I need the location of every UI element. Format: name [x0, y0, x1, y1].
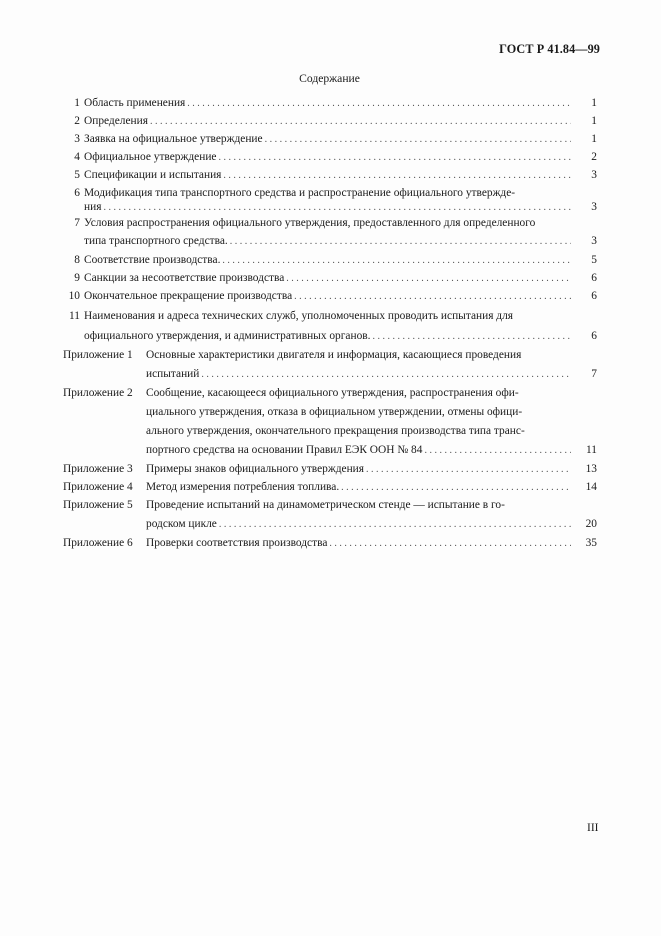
entry-page: 1	[591, 114, 597, 127]
appendix-page: 20	[585, 518, 597, 531]
toc-entry-4[interactable]	[63, 149, 597, 167]
toc-entry-11[interactable]	[63, 306, 597, 346]
dot-leader	[424, 441, 571, 460]
standard-code: ГОСТ Р 41.84—99	[499, 42, 600, 56]
toc-entry-3[interactable]	[63, 131, 597, 149]
appendix-label: Приложение 5	[63, 499, 133, 512]
entry-title: Область применения	[84, 97, 186, 109]
appendix-label: Приложение 4	[63, 481, 133, 494]
entry-title: Соответствие производства.	[84, 254, 221, 267]
entry-title-line-1: Наименования и адреса технических служб, уполномоченных проводить испытания для	[84, 310, 513, 323]
entry-number: 6	[74, 187, 80, 200]
entry-number: 1	[74, 97, 80, 109]
appendix-page: 35	[585, 537, 597, 550]
toc-entry-10[interactable]	[63, 288, 597, 306]
appendix-label: Приложение 6	[63, 537, 133, 550]
dot-leader	[286, 270, 571, 288]
appendix-title-line-1: Сообщение, касающееся официального утверждения, распространения офи-	[146, 387, 519, 400]
dot-leader	[265, 131, 571, 149]
entry-page: 3	[591, 168, 597, 181]
toc-entry-2[interactable]	[63, 113, 597, 131]
dot-leader	[150, 113, 571, 131]
entry-page: 1	[591, 97, 597, 109]
entry-number: 3	[74, 132, 80, 145]
toc-title	[0, 72, 661, 85]
dot-leader	[223, 167, 571, 185]
appendix-label: Приложение 2	[63, 387, 133, 400]
dot-leader	[187, 95, 571, 113]
entry-page: 5	[591, 254, 597, 267]
toc-entry-8[interactable]	[63, 251, 597, 270]
entry-page: 2	[591, 150, 597, 163]
dot-leader	[219, 515, 571, 534]
toc-entry-5[interactable]	[63, 167, 597, 185]
entry-page: 6	[591, 272, 597, 285]
toc-appendix-2[interactable]	[63, 384, 597, 460]
toc-title-text: Содержание	[299, 72, 360, 85]
page-number: III	[587, 822, 599, 834]
appendix-title: Метод измерения потребления топлива.	[146, 481, 340, 494]
entry-number: 10	[68, 290, 80, 303]
appendix-page: 13	[585, 463, 597, 476]
appendix-label: Приложение 3	[63, 463, 133, 476]
entry-page: 6	[591, 290, 597, 303]
appendix-title: Проверки соответствия производства	[146, 537, 328, 550]
appendix-page: 11	[586, 444, 597, 457]
toc-appendix-5[interactable]	[63, 496, 597, 534]
appendix-title-line-2: испытаний	[146, 368, 200, 381]
toc-appendix-6[interactable]	[63, 534, 597, 553]
entry-number: 4	[74, 150, 80, 163]
entry-title: Официальное утверждение	[84, 150, 217, 163]
entry-title: Спецификации и испытания	[84, 168, 222, 181]
dot-leader	[373, 327, 571, 347]
appendix-page: 14	[585, 481, 597, 494]
toc-appendix-4[interactable]	[63, 478, 597, 496]
entry-title-line-2: ния	[84, 201, 102, 214]
appendix-title-line-2: циального утверждения, отказа в официальном утверждении, отмены офици-	[146, 406, 523, 419]
dot-leader	[329, 534, 571, 553]
appendix-title-line-3: ального утверждения, окончательного прекращения производства типа транс-	[146, 425, 525, 438]
appendix-title-line-4: портного средства на основании Правил ЕЭК ООН № 84	[146, 444, 423, 457]
dot-leader	[366, 461, 571, 479]
entry-number: 2	[74, 114, 80, 127]
appendix-title-line-2: родском цикле	[146, 518, 217, 531]
toc-entry-9[interactable]	[63, 270, 597, 288]
toc-appendix-3[interactable]	[63, 460, 597, 478]
dot-leader	[230, 232, 571, 252]
entry-title-line-1: Модификация типа транспортного средства и распространение официального утвержде-	[84, 187, 516, 200]
entry-page: 1	[591, 132, 597, 145]
toc-entry-6[interactable]	[63, 187, 597, 215]
appendix-page: 7	[591, 368, 597, 381]
table-of-contents	[63, 95, 597, 553]
entry-title: Окончательное прекращение производства	[84, 290, 293, 303]
entry-number: 5	[74, 168, 80, 181]
toc-entry-7[interactable]	[63, 215, 597, 251]
toc-appendix-1[interactable]	[63, 346, 597, 384]
entry-title-line-2: типа транспортного средства.	[84, 235, 228, 248]
entry-number: 9	[74, 272, 80, 285]
dot-leader	[201, 365, 571, 384]
dot-leader	[222, 251, 571, 270]
dot-leader	[218, 149, 571, 167]
appendix-title-line-1: Основные характеристики двигателя и информация, касающиеся проведения	[146, 349, 522, 362]
toc-entry-1[interactable]	[63, 95, 597, 113]
entry-title-line-1: Условия распространения официального утверждения, предоставленного для определенного	[84, 217, 536, 230]
entry-title: Санкции за несоответствие производства	[84, 272, 285, 285]
entry-page: 3	[591, 235, 597, 248]
entry-number: 11	[69, 310, 80, 323]
appendix-title-line-1: Проведение испытаний на динамометрическом стенде — испытание в го-	[146, 499, 505, 512]
entry-title-line-2: официального утверждения, и административных органов.	[84, 330, 371, 343]
entry-page: 6	[591, 330, 597, 343]
appendix-label: Приложение 1	[63, 349, 133, 362]
entry-title: Определения	[84, 114, 148, 127]
dot-leader	[341, 479, 571, 497]
entry-number: 8	[74, 254, 80, 267]
dot-leader	[294, 288, 571, 306]
appendix-title: Примеры знаков официального утверждения	[146, 463, 365, 476]
entry-number: 7	[74, 217, 80, 230]
entry-page: 3	[591, 201, 597, 214]
entry-title: Заявка на официальное утверждение	[84, 132, 263, 145]
dot-leader	[103, 200, 571, 216]
